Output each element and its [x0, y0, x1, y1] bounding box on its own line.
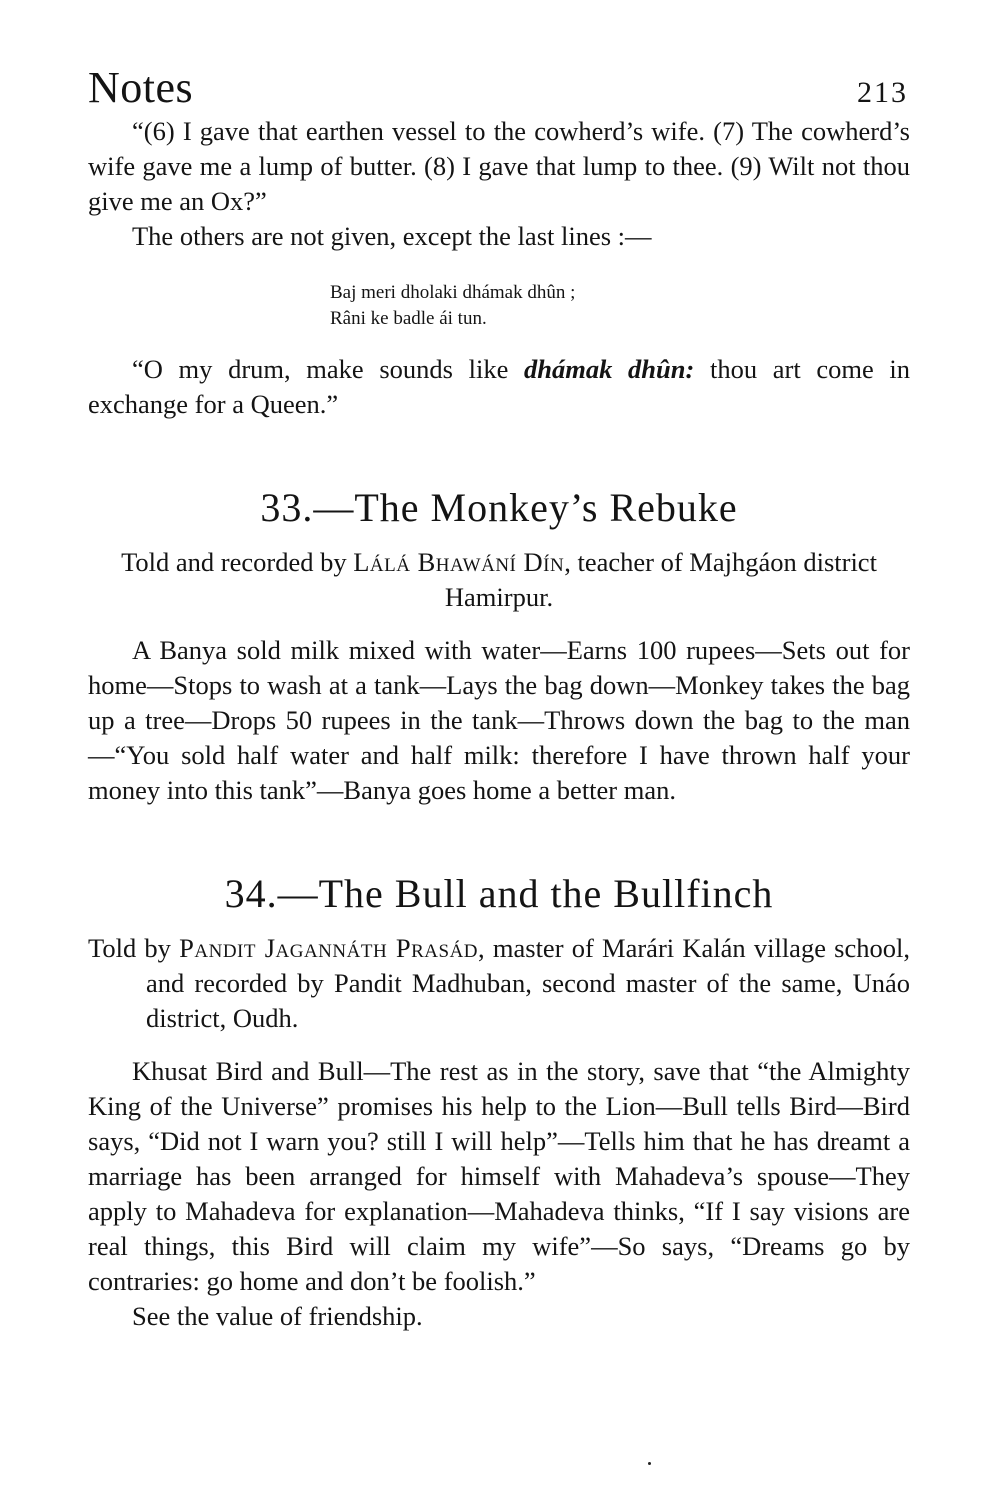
page-number: 213: [857, 76, 908, 109]
story-33-narrator: Lálá Bhawání Dín: [353, 547, 565, 577]
running-title: Notes: [88, 63, 194, 112]
verse-translation-italic: dhámak dhûn:: [524, 354, 695, 384]
story-34: [88, 870, 910, 1334]
story-34-closing: See the value of friendship.: [132, 1301, 423, 1331]
story-33-summary: A Banya sold milk mixed with water—Earns 100 rupees—Sets out for home—Stops to wash at a tank—Lays the bag down—Monkey takes the bag up a tree—Drops 50 rupees in the tank—Throws down the bag to the man—“You sold half water and half milk: therefore I have thrown half your money into this tank”—Banya goes home a better man.: [88, 635, 910, 805]
verse-translation-end: thou art come in exchange for a Queen.”: [88, 354, 910, 419]
story-34-credit-start: Told by: [88, 933, 180, 963]
verse-translation-start: “O my drum, make sounds like: [132, 354, 525, 384]
story-34-summary: Khusat Bird and Bull—The rest as in the story, save that “the Almighty King of the Universe” promises his help to the Lion—Bull tells Bird—Bird says, “Did not I warn you? still I will help”—Tells him that he has dreamt a marriage has been arranged for himself with Mahadeva’s spouse—They apply to Mahadeva for explanation—Mahadeva thinks, “If I say visions are real things, this Bird will claim my wife”—So says, “Dreams go by contraries: go home and don’t be foolish.”: [88, 1056, 910, 1296]
story-33-heading: 33.—The Monkey’s Rebuke: [260, 485, 738, 530]
story-33: [88, 484, 910, 808]
story-33-credit: [88, 545, 910, 615]
story-33-credit-start: Told and recorded by: [121, 547, 354, 577]
verse-translation: [88, 352, 910, 422]
notes-continuation: [88, 114, 910, 422]
story-33-credit-end: , teacher of Majhgáon district Hamirpur.: [444, 547, 877, 612]
story-34-credit-end: , master of Marári Kalán village school, and recorded by Pandit Madhuban, second master of the same, Unáo district, Oudh.: [146, 933, 910, 1033]
quoted-verse-translation: “(6) I gave that earthen vessel to the cowherd’s wife. (7) The cowherd’s wife gave me a lump of butter. (8) I gave that lump to thee. (9) Wilt not thou give me an Ox?”: [88, 116, 910, 216]
omission-note: The others are not given, except the last lines :—: [132, 221, 652, 251]
verse-line-2: Râni ke badle ái tun.: [330, 308, 487, 329]
story-34-credit: [88, 931, 910, 1036]
running-head: [88, 62, 910, 114]
verse-line-1: Baj meri dholaki dhámak dhûn ;: [330, 282, 576, 303]
book-page: [88, 62, 910, 1334]
story-34-heading: 34.—The Bull and the Bullfinch: [224, 871, 774, 916]
verse-block: [330, 280, 910, 332]
story-34-narrator: Pandit Jagannáth Prasád: [179, 933, 479, 963]
ink-speck: [648, 1462, 651, 1465]
